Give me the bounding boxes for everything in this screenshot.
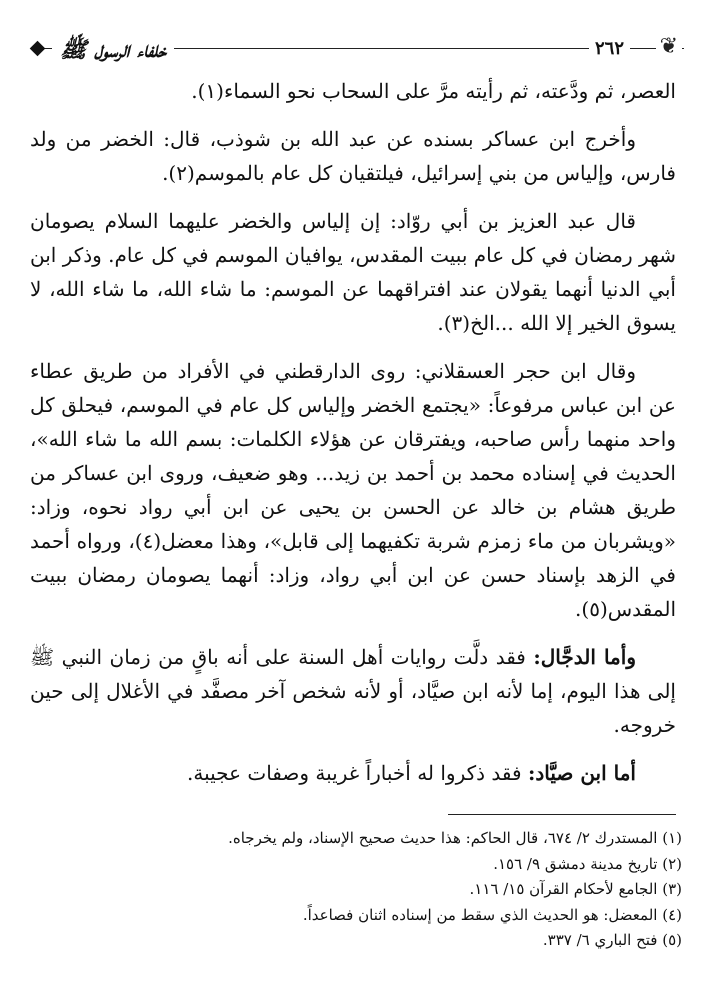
paragraph-text: وأخرج ابن عساكر بسنده عن عبد الله بن شوذب، قال: الخضر من ولد فارس، وإلياس من بني إسرائيل، فيلتقيان كل عام بالموسم(٢).: [30, 127, 676, 185]
paragraph-1: [30, 74, 676, 108]
footnote-separator: [448, 814, 676, 815]
section-lead: وأما الدجَّال:: [533, 645, 636, 669]
diamond-icon: [30, 41, 46, 57]
section-lead: أما ابن صيَّاد:: [527, 761, 636, 785]
page-number: ٢٦٢: [589, 38, 630, 59]
paragraph-5: [30, 640, 676, 742]
paragraph-6: [30, 756, 676, 790]
footnote: (٣) الجامع لأحكام القرآن ١٥/ ١١٦.: [469, 880, 682, 898]
paragraph-text: قال عبد العزيز بن أبي روّاد: إن إلياس والخضر عليهما السلام يصومان شهر رمضان في كل عام ببيت المقدس، يوافيان الموسم في كل عام. وذكر ابن أبي الدنيا أنهما يقولان عند افتراقهما عن الموسم: ما شاء الله، ما شاء الله، لا يسوق الخير إلا الله ...الخ(٣).: [29, 209, 676, 335]
ornament-icon: ❦: [656, 34, 682, 59]
paragraph-text: وقال ابن حجر العسقلاني: روى الدارقطني في الأفراد من طريق عطاء عن ابن عباس مرفوعاً: «يجتمع الخضر وإلياس كل عام في الموسم، فيحلق كل واحد منهما رأس صاحبه، ويفترقان عن هؤلاء الكلمات: بسم الله ما شاء الله»، الحديث في إسناده محمد بن أحمد بن زيد... وهو ضعيف، وروى ابن عساكر من طريق هشام بن خالد عن الحسن بن يحيى عن ابن أبي رواد نحوه، وزاد: «ويشربان من ماء زمزم شربة تكفيهما إلى قابل»، وهذا معضل(٤)، ورواه أحمد في الزهد بإسناد حسن عن ابن أبي رواد، وزاد: أنهما يصومان رمضان ببيت المقدس(٥).: [30, 359, 676, 621]
footnote: (٥) فتح الباري ٦/ ٣٣٧.: [542, 931, 682, 949]
main-text: [30, 74, 676, 804]
paragraph-text: فقد دلَّت روايات أهل السنة على أنه باقٍ من زمان النبي ﷺ إلى هذا اليوم، إما لأنه ابن صيَّاد، أو لأنه شخص آخر مصفَّد في الأغلال إلى حين خروجه.: [30, 645, 676, 737]
footnotes: [30, 826, 682, 954]
paragraph-2: [30, 122, 676, 190]
header-title: خلفاء الرسول ﷺ: [52, 36, 174, 68]
paragraph-4: [30, 354, 676, 626]
paragraph-text: فقد ذكروا له أخباراً غريبة وصفات عجيبة.: [187, 761, 528, 785]
running-header: [30, 32, 690, 66]
footnote: (٤) المعضل: هو الحديث الذي سقط من إسناده اثنان فصاعداً.: [302, 905, 682, 924]
footnote: (١) المستدرك ٢/ ٦٧٤، قال الحاكم: هذا حديث صحيح الإسناد، ولم يخرجاه.: [228, 829, 682, 847]
paragraph-3: [30, 204, 676, 340]
paragraph-text: العصر، ثم ودَّعته، ثم رأيته مرَّ على السحاب نحو السماء(١).: [191, 79, 676, 103]
footnote: (٢) تاريخ مدينة دمشق ٩/ ١٥٦.: [493, 854, 682, 873]
